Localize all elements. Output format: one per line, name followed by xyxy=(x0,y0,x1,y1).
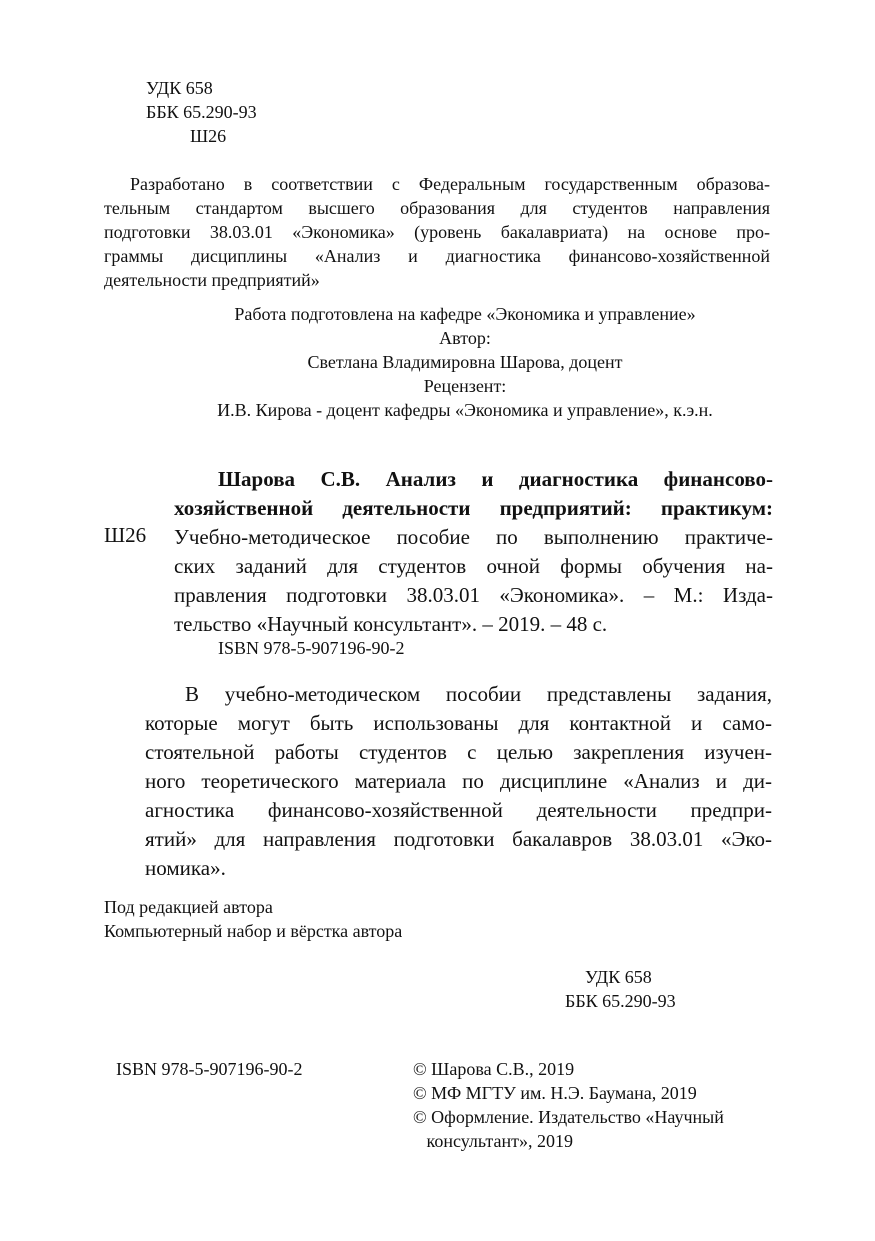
author-name: Светлана Владимировна Шарова, доцент xyxy=(307,352,623,372)
bibliography-line: тельство «Научный консультант». – 2019. – 48 с. xyxy=(174,612,608,636)
reviewer-name: И.В. Кирова - доцент кафедры «Экономика и управление», к.э.н. xyxy=(217,400,713,420)
top-codes xyxy=(146,76,257,148)
author-label: Автор: xyxy=(439,328,491,348)
reviewer-label: Рецензент: xyxy=(423,376,507,396)
copyright-block xyxy=(413,1057,724,1153)
udk-code: УДК 658 xyxy=(146,78,213,98)
bibliography-mark: Ш26 xyxy=(104,523,147,547)
author-mark: Ш26 xyxy=(190,126,227,146)
bibliography-line: правления подготовки 38.03.01 «Экономика». – М.: Изда- xyxy=(174,583,773,607)
copyright-line: © Оформление. Издательство «Научный xyxy=(413,1107,724,1127)
bibliography-title-line: Шарова С.В. Анализ и диагностика финансово- xyxy=(218,467,773,491)
bibliography-title-line: хозяйственной деятельности предприятий: практикум: xyxy=(174,496,773,520)
standard-note-line: Разработано в соответствии с Федеральным государственным образова- xyxy=(130,174,770,194)
standard-note-line: подготовки 38.03.01 «Экономика» (уровень бакалавриата) на основе про- xyxy=(104,222,770,242)
editorial xyxy=(104,895,402,943)
annotation-line: стоятельной работы студентов с целью закрепления изучен- xyxy=(145,740,772,764)
standard-note xyxy=(104,172,770,292)
annotation xyxy=(145,680,772,883)
department-line: Работа подготовлена на кафедре «Экономика и управление» xyxy=(234,304,696,324)
bibliography-line: Учебно-методическое пособие по выполнению практиче- xyxy=(174,525,773,549)
annotation-line: ного теоретического материала по дисциплине «Анализ и ди- xyxy=(145,769,772,793)
bottom-bbk-code: ББК 65.290-93 xyxy=(565,991,676,1011)
annotation-line: В учебно-методическом пособии представлены задания, xyxy=(185,682,772,706)
annotation-line: номика». xyxy=(145,856,226,880)
edited-by: Под редакцией автора xyxy=(104,897,273,917)
typeset-by: Компьютерный набор и вёрстка автора xyxy=(104,921,403,941)
copyright-line: консультант», 2019 xyxy=(413,1131,574,1151)
bibliography xyxy=(174,465,773,639)
credits xyxy=(104,302,770,422)
bottom-udk-code: УДК 658 xyxy=(585,967,652,987)
annotation-line: которые могут быть использованы для контактной и само- xyxy=(145,711,772,735)
bibliography-isbn: ISBN 978-5-907196-90-2 xyxy=(218,638,405,658)
annotation-line: ятий» для направления подготовки бакалавров 38.03.01 «Эко- xyxy=(145,827,772,851)
standard-note-line: граммы дисциплины «Анализ и диагностика финансово-хозяйственной xyxy=(104,246,770,266)
bibliography-line: ских заданий для студентов очной формы обучения на- xyxy=(174,554,773,578)
copyright-line: © МФ МГТУ им. Н.Э. Баумана, 2019 xyxy=(413,1083,697,1103)
bottom-codes xyxy=(565,965,676,1013)
annotation-line: агностика финансово-хозяйственной деятельности предпри- xyxy=(145,798,772,822)
standard-note-line: деятельности предприятий» xyxy=(104,270,320,290)
copyright-line: © Шарова С.В., 2019 xyxy=(413,1059,575,1079)
standard-note-line: тельным стандартом высшего образования для студентов направления xyxy=(104,198,770,218)
copyright-isbn: ISBN 978-5-907196-90-2 xyxy=(116,1059,303,1079)
bbk-code: ББК 65.290-93 xyxy=(146,102,257,122)
